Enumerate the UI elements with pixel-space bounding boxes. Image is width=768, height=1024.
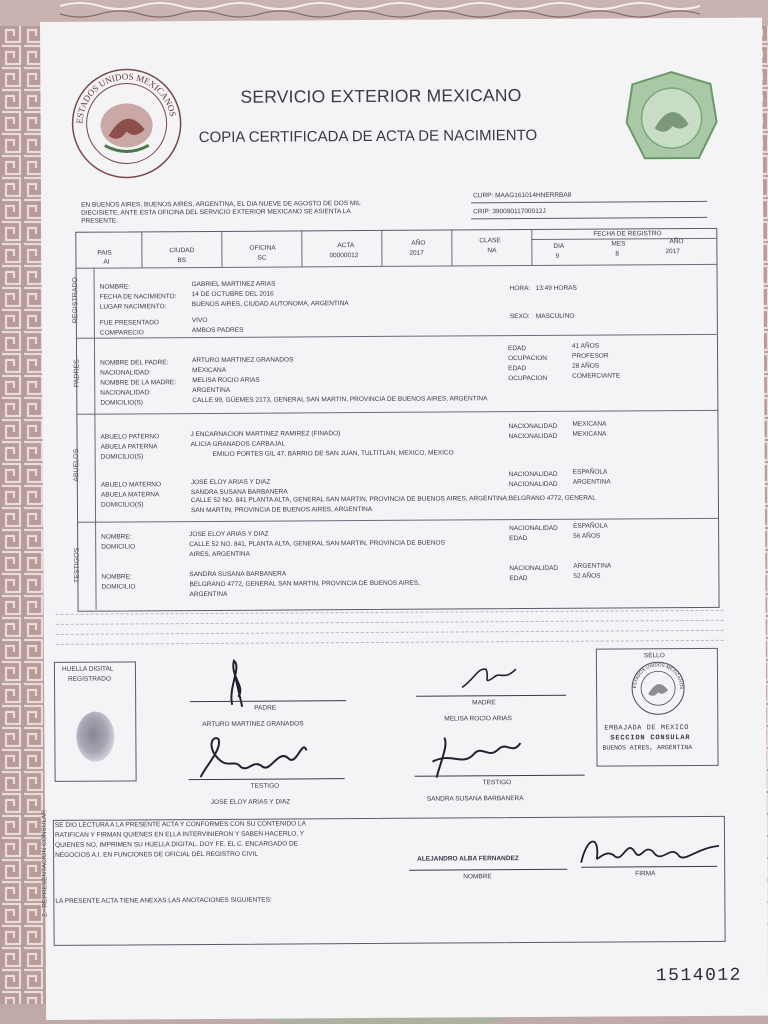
firma-label: FIRMA bbox=[635, 870, 656, 878]
document-subtitle: COPIA CERTIFICADA DE ACTA DE NACIMIENTO bbox=[198, 126, 538, 147]
testigo2-nombre-label: NOMBRE: bbox=[101, 573, 132, 581]
oficial-name: ALEJANDRO ALBA FERNANDEZ bbox=[417, 855, 519, 863]
madre-edad-value: 28 AÑOS bbox=[572, 362, 600, 370]
testigo1-nombre-value: JOSE ELOY ARIAS Y DIAZ bbox=[189, 530, 269, 539]
sexo-label: SEXO: bbox=[509, 313, 530, 321]
crip-value: CRIP: 39009011700012J bbox=[473, 207, 546, 216]
testigo1-domicilio-line-1: CALLE 52 NO. 841, PLANTA ALTA, GENERAL SAN MARTIN, PROVINCIA DE BUENOS bbox=[189, 539, 445, 549]
padre-ocupacion-value: PROFESOR bbox=[572, 352, 609, 360]
abuela-materna-value: SANDRA SUSANA BARBANERA bbox=[190, 488, 288, 497]
col-divider bbox=[531, 229, 532, 265]
fecha-registro-label: FECHA DE REGISTRO bbox=[593, 230, 662, 238]
pais-value: AI bbox=[103, 258, 110, 266]
abuelo-materno-nac-label: NACIONALIDAD bbox=[508, 470, 558, 479]
sello-line-1: EMBAJADA DE MEXICO bbox=[604, 724, 689, 733]
testigo1-signature bbox=[192, 728, 312, 791]
madre-sign-label: MADRE bbox=[472, 699, 496, 707]
padre-value: ARTURO MARTINEZ GRANADOS bbox=[192, 356, 294, 365]
madre-label: NOMBRE DE LA MADRE: bbox=[100, 379, 177, 387]
hora-value: 13:49 HORAS bbox=[535, 284, 577, 292]
abuelo-materno-value: JOSE ELOY ARIAS Y DIAZ bbox=[190, 478, 271, 487]
col-divider bbox=[221, 231, 222, 267]
sexo-value: MASCULINO bbox=[535, 312, 575, 320]
comparecio-value: AMBOS PADRES bbox=[191, 326, 244, 335]
abuelo-materno-label: ABUELO MATERNO bbox=[100, 481, 162, 489]
blank-row bbox=[56, 620, 724, 625]
domicilio-materno-line-1: CALLE 52 NO. 841 PLANTA ALTA, GENERAL SAN MARTIN, PROVINCIA DE BUENOS AIRES, ARGENTINA;BELGRANO 4772, GENERAL bbox=[190, 494, 596, 505]
abuela-paterna-nac-label: NACIONALIDAD bbox=[508, 432, 558, 441]
sello-label: SELLO bbox=[643, 652, 665, 660]
oficina-label: OFICINA bbox=[249, 244, 276, 252]
padre-ocupacion-label: OCUPACION bbox=[508, 354, 547, 363]
domicilio-materno-line-2: SAN MARTIN, PROVINCIA DE BUENOS AIRES, ARGENTINA bbox=[190, 505, 373, 515]
section-registrado: REGISTRADO bbox=[72, 276, 80, 324]
huella-label-1: HUELLA DIGITAL bbox=[61, 665, 114, 673]
hora-label: HORA: bbox=[509, 285, 531, 293]
blank-row bbox=[56, 640, 724, 645]
svg-text:ESTADOS UNIDOS MEXICANOS: ESTADOS UNIDOS MEXICANOS bbox=[632, 662, 685, 690]
fecha-nacimiento-value: 14 DE OCTUBRE DEL 2016 bbox=[191, 290, 274, 299]
mexican-coat-of-arms-seal bbox=[68, 65, 185, 182]
domicilio-materno-label: DOMICILIO(S) bbox=[100, 501, 144, 509]
abuela-materna-label: ABUELA MATERNA bbox=[100, 491, 160, 499]
dia-label: DIA bbox=[553, 242, 565, 250]
abuela-materna-nac-value: ARGENTINA bbox=[572, 478, 611, 486]
anio-label: AÑO bbox=[411, 239, 426, 247]
domicilio-paterno-label: DOMICILIO(S) bbox=[100, 453, 144, 461]
huella-label-2: REGISTRADO bbox=[67, 675, 112, 683]
blank-row bbox=[56, 630, 724, 635]
ciudad-value: BS bbox=[177, 257, 187, 265]
padre-nacionalidad-value: MEXICANA bbox=[192, 366, 227, 375]
col-divider bbox=[141, 231, 142, 267]
padre-edad-label: EDAD bbox=[507, 345, 527, 353]
abuela-paterna-label: ABUELA PATERNA bbox=[100, 443, 158, 451]
padre-label: NOMBRE DEL PADRE: bbox=[100, 359, 169, 367]
col-divider bbox=[381, 230, 382, 266]
testigo1-domicilio-label: DOMICILIO bbox=[101, 543, 136, 551]
crip-field bbox=[471, 204, 707, 219]
acta-value: 00000012 bbox=[329, 252, 359, 260]
section-abuelos: ABUELOS bbox=[73, 448, 81, 482]
intro-line-1: EN BUENOS AIRES, BUENOS AIRES, ARGENTINA, EL DIA NUEVE DE AGOSTO DE DOS MIL bbox=[81, 200, 361, 209]
abuelo-paterno-nac-value: MEXICANA bbox=[572, 420, 607, 428]
domicilio-value: CALLE 99, GÜEMES 2173, GENERAL SAN MARTIN, PROVINCIA DE BUENOS AIRES, ARGENTINA bbox=[192, 395, 488, 405]
abuelo-paterno-value: J ENCARNACION MARTINEZ RAMIREZ (FINADO) bbox=[190, 430, 341, 439]
mes-value: 8 bbox=[615, 250, 620, 258]
closing-line-4: NEGOCIOS A.I. EN FUNCIONES DE OFICIAL DEL REGISTRO CIVIL bbox=[55, 850, 258, 859]
testigo1-nac-label: NACIONALIDAD bbox=[509, 524, 558, 533]
abuelo-paterno-label: ABUELO PATERNO bbox=[100, 433, 160, 441]
abuelo-paterno-nac-label: NACIONALIDAD bbox=[508, 422, 558, 431]
madre-ocupacion-label: OCUPACION bbox=[508, 374, 548, 383]
registry-table bbox=[75, 228, 719, 612]
madre-nacionalidad-value: ARGENTINA bbox=[192, 386, 231, 395]
clase-value: NA bbox=[487, 247, 497, 255]
fingerprint bbox=[76, 712, 114, 762]
curp-field bbox=[471, 188, 707, 203]
closing-line-3: QUIENES NO, IMPRIMEN SU HUELLA DIGITAL. DOY FE. EL C. ENCARGADO DE bbox=[55, 840, 299, 849]
madre-value: MELISA ROCIO ARIAS bbox=[192, 376, 260, 385]
padre-sign-name: ARTURO MARTINEZ GRANADOS bbox=[202, 720, 304, 729]
comparecio-label: COMPARECIO bbox=[99, 329, 144, 337]
testigo2-nac-value: ARGENTINA bbox=[573, 562, 612, 570]
anexas-text: LA PRESENTE ACTA TIENE ANEXAS LAS ANOTACIONES SIGUIENTES: bbox=[55, 896, 272, 905]
abuela-materna-nac-label: NACIONALIDAD bbox=[508, 480, 558, 489]
intro-line-2: DIECISIETE, ANTE ESTA OFICINA DEL SERVICIO EXTERIOR MEXICANO SE ASIENTA LA bbox=[81, 208, 351, 217]
domicilio-label: DOMICILIO(S) bbox=[100, 399, 143, 407]
lugar-nacimiento-label: LUGAR NACIMIENTO: bbox=[99, 303, 167, 311]
madre-nacionalidad-label: NACIONALIDAD: bbox=[100, 389, 151, 397]
testigo1-sign-label: TESTIGO bbox=[250, 782, 280, 790]
padre-nacionalidad-label: NACIONALIDAD: bbox=[100, 369, 151, 377]
testigo1-sign-name: JOSE ELOY ARIAS Y DIAZ bbox=[210, 798, 291, 806]
presentado-label: FUE PRESENTADO bbox=[99, 319, 159, 327]
dia-value: 9 bbox=[555, 252, 560, 260]
madre-edad-label: EDAD bbox=[508, 365, 527, 373]
acta-label: ACTA bbox=[337, 242, 355, 250]
presentado-value: VIVO bbox=[191, 316, 208, 325]
section-testigos: TESTIGOS bbox=[73, 547, 81, 584]
abuela-paterna-value: ALICIA GRANADOS CARBAJAL bbox=[190, 440, 286, 449]
madre-signature-line bbox=[416, 695, 566, 697]
padre-edad-value: 41 AÑOS bbox=[571, 342, 600, 350]
testigo2-sign-label: TESTIGO bbox=[482, 779, 512, 787]
padre-sign-label: PADRE bbox=[254, 704, 277, 712]
sello-line-3: BUENOS AIRES, ARGENTINA bbox=[602, 744, 693, 752]
madre-ocupacion-value: COMERCIANTE bbox=[572, 372, 621, 380]
abuela-paterna-nac-value: MEXICANA bbox=[572, 430, 607, 438]
curp-value: CURP: MAAG161014HNERRBA8 bbox=[473, 191, 572, 200]
closing-line-2: RATIFICAN Y FIRMAN QUIENES EN ELLA INTERVINIERON Y SABEN HACERLO, Y bbox=[54, 830, 305, 839]
closing-line-1: SE DIO LECTURA A LA PRESENTE ACTA Y CONFORMES CON SU CONTENIDO LA bbox=[54, 820, 306, 829]
testigo2-sign-name: SANDRA SUSANA BARBANERA bbox=[426, 795, 524, 803]
col-divider bbox=[301, 230, 302, 266]
ciudad-label: CIUDAD bbox=[169, 247, 195, 255]
madre-sign-name: MELISA ROCIO ARIAS bbox=[444, 715, 512, 723]
clase-label: CLASE bbox=[479, 237, 501, 245]
oficina-value: SC bbox=[257, 254, 267, 262]
consular-seal bbox=[630, 660, 686, 716]
testigo2-domicilio-label: DOMICILIO bbox=[101, 583, 136, 591]
testigo2-signature bbox=[422, 731, 522, 782]
mes-label: MES bbox=[611, 240, 626, 248]
testigo2-edad-value: 52 AÑOS bbox=[573, 572, 601, 580]
testigo1-nac-value: ESPAÑOLA bbox=[573, 522, 608, 530]
birth-certificate-sheet bbox=[40, 18, 768, 1020]
testigo2-nac-label: NACIONALIDAD bbox=[509, 564, 559, 573]
pais-label: PAIS bbox=[97, 249, 112, 257]
testigo2-nombre-value: SANDRA SUSANA BARBANERA bbox=[189, 570, 287, 579]
nombre-label: NOMBRE: bbox=[99, 283, 130, 291]
folio-number: 1514012 bbox=[655, 965, 743, 987]
fecha-nacimiento-label: FECHA DE NACIMIENTO: bbox=[99, 293, 177, 301]
intro-line-3: PRESENTE. bbox=[81, 217, 119, 225]
testigo2-domicilio-line-1: BELGRANO 4772, GENERAL SAN MARTIN, PROVINCIA DE BUENOS AIRES, bbox=[189, 579, 420, 589]
testigo2-domicilio-line-2: ARGENTINA bbox=[189, 590, 228, 599]
domicilio-paterno-value: EMILIO PORTES GIL 47, BARRIO DE SAN JUAN, TULTITLAN, MEXICO, MEXICO bbox=[212, 449, 454, 458]
lugar-nacimiento-value: BUENOS AIRES, CIUDAD AUTONOMA, ARGENTINA bbox=[191, 300, 349, 309]
document-title: SERVICIO EXTERIOR MEXICANO bbox=[240, 85, 522, 107]
nombre-value: GABRIEL MARTINEZ ARIAS bbox=[191, 280, 276, 289]
testigo1-domicilio-line-2: AIRES, ARGENTINA bbox=[189, 550, 250, 559]
testigo2-edad-label: EDAD bbox=[509, 575, 528, 583]
abuelo-materno-nac-value: ESPAÑOLA bbox=[572, 468, 608, 476]
nombre-label-bottom: NOMBRE bbox=[463, 873, 492, 881]
oficial-signature bbox=[575, 826, 725, 871]
testigo1-edad-label: EDAD bbox=[509, 535, 528, 543]
hologram-seal bbox=[624, 70, 719, 167]
anio2-label: AÑO bbox=[669, 238, 684, 246]
anio-value: 2017 bbox=[409, 249, 424, 257]
sello-line-2: SECCION CONSULAR bbox=[610, 734, 691, 743]
svg-text:ESTADOS UNIDOS MEXICANOS: ESTADOS UNIDOS MEXICANOS bbox=[74, 71, 179, 124]
madre-signature bbox=[456, 659, 526, 695]
section-padres: PADRES bbox=[73, 359, 81, 388]
anio2-value: 2017 bbox=[665, 248, 680, 256]
testigo1-edad-value: 56 AÑOS bbox=[573, 532, 601, 540]
testigo1-nombre-label: NOMBRE: bbox=[101, 533, 132, 541]
col-divider bbox=[451, 229, 452, 265]
representacion-consular-side: 2.- REPRESENTACION CONSULAR bbox=[40, 809, 49, 918]
